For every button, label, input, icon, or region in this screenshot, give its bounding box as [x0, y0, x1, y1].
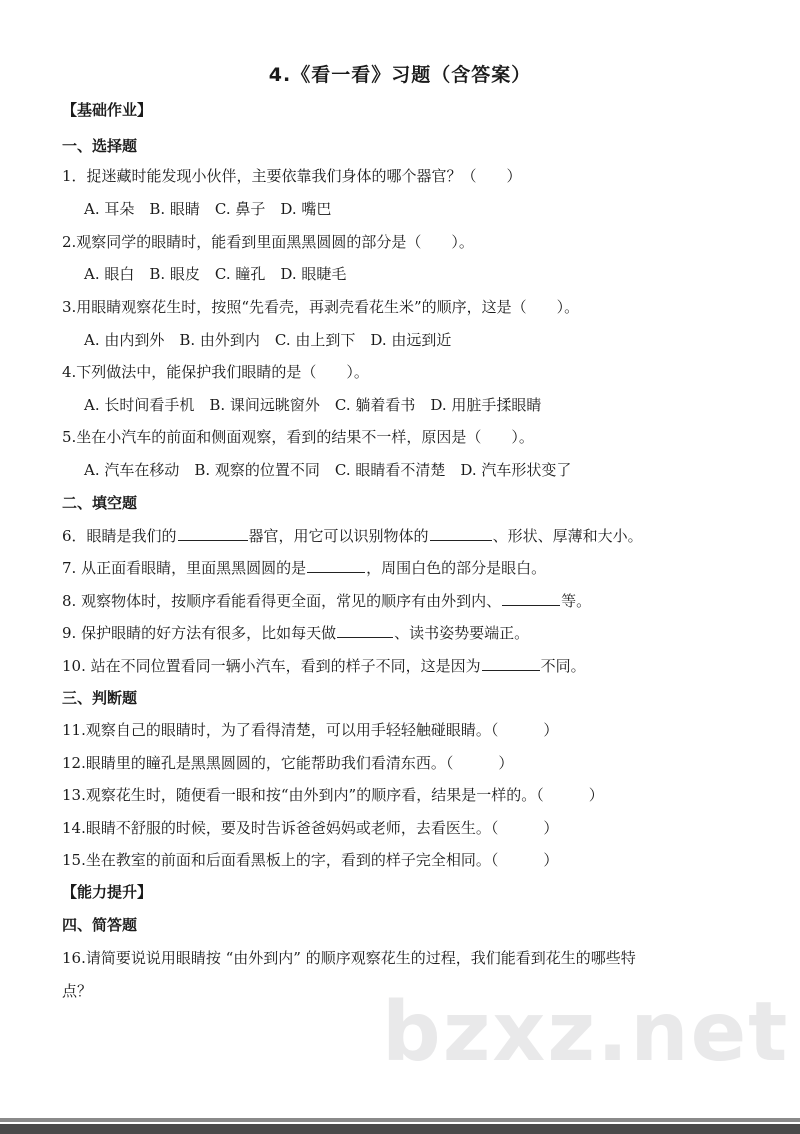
- question-15: 15.坐在教室的前面和后面看黑板上的字，看到的样子完全相同。（ ）: [62, 851, 559, 869]
- question-7-part-a: 7. 从正面看眼睛，里面黑黑圆圆的是: [62, 559, 307, 577]
- page-title: 4.《看一看》习题（含答案）: [268, 64, 532, 86]
- section-short: 四、简答题: [62, 916, 138, 934]
- question-8-part-a: 8. 观察物体时，按顺序看能看得更全面，常见的顺序有由外到内、: [62, 592, 502, 610]
- section-choice: 一、选择题: [62, 137, 138, 155]
- section-judge: 三、判断题: [62, 689, 138, 707]
- question-5-options: A. 汽车在移动 B. 观察的位置不同 C. 眼睛看不清楚 D. 汽车形状变了: [84, 461, 572, 479]
- section-advanced: 【能力提升】: [62, 883, 153, 901]
- question-13: 13.观察花生时，随便看一眼和按“由外到内”的顺序看，结果是一样的。（ ）: [62, 786, 604, 804]
- question-4-options: A. 长时间看手机 B. 课间远眺窗外 C. 躺着看书 D. 用脏手揉眼睛: [84, 396, 542, 414]
- question-6-part-b: 器官，用它可以识别物体的: [248, 527, 429, 545]
- question-7-part-b: ，周围白色的部分是眼白。: [366, 559, 547, 577]
- question-16-continued: 点？: [62, 982, 93, 1000]
- page-edge-divider: [0, 1118, 800, 1122]
- section-basic: 【基础作业】: [62, 101, 153, 119]
- answer-blank: [430, 525, 492, 541]
- question-4: 4.下列做法中，能保护我们眼睛的是（ ）。: [62, 363, 369, 381]
- answer-blank: [307, 557, 365, 573]
- question-10-part-a: 10. 站在不同位置看同一辆小汽车，看到的样子不同，这是因为: [62, 657, 481, 675]
- question-3: 3.用眼睛观察花生时，按照“先看壳，再剥壳看花生米”的顺序，这是（ ）。: [62, 298, 580, 316]
- question-10-part-b: 不同。: [540, 657, 586, 675]
- question-14: 14.眼睛不舒服的时候，要及时告诉爸爸妈妈或老师，去看医生。（ ）: [62, 819, 559, 837]
- question-7: [62, 557, 546, 578]
- section-fill: 二、填空题: [62, 494, 138, 512]
- answer-blank: [337, 622, 393, 638]
- question-2-options: A. 眼白 B. 眼皮 C. 瞳孔 D. 眼睫毛: [84, 265, 347, 283]
- question-9: [62, 622, 529, 643]
- question-6-part-c: 、形状、厚薄和大小。: [492, 527, 643, 545]
- question-6-part-a: 6．眼睛是我们的: [62, 527, 177, 545]
- question-6: [62, 525, 643, 546]
- question-8: [62, 590, 591, 611]
- question-11: 11.观察自己的眼睛时，为了看得清楚，可以用手轻轻触碰眼睛。（ ）: [62, 721, 559, 739]
- question-12: 12.眼睛里的瞳孔是黑黑圆圆的，它能帮助我们看清东西。（ ）: [62, 754, 514, 772]
- question-5: 5.坐在小汽车的前面和侧面观察，看到的结果不一样，原因是（ ）。: [62, 428, 534, 446]
- answer-blank: [502, 590, 560, 606]
- question-9-part-b: 、读书姿势要端正。: [394, 624, 530, 642]
- question-10: [62, 655, 586, 676]
- answer-blank: [482, 655, 540, 671]
- question-3-options: A. 由内到外 B. 由外到内 C. 由上到下 D. 由远到近: [84, 331, 452, 349]
- answer-blank: [178, 525, 248, 541]
- question-2: 2.观察同学的眼睛时，能看到里面黑黑圆圆的部分是（ ）。: [62, 233, 474, 251]
- watermark: bzxz.net: [382, 985, 790, 1080]
- page-bottom-bar: [0, 1124, 800, 1134]
- question-1: 1．捉迷藏时能发现小伙伴，主要依靠我们身体的哪个器官？（ ）: [62, 167, 522, 185]
- question-1-options: A. 耳朵 B. 眼睛 C. 鼻子 D. 嘴巴: [84, 200, 332, 218]
- question-8-part-b: 等。: [561, 592, 592, 610]
- question-16: 16.请简要说说用眼睛按 “由外到内” 的顺序观察花生的过程，我们能看到花生的哪些特: [62, 949, 636, 967]
- question-9-part-a: 9. 保护眼睛的好方法有很多，比如每天做: [62, 624, 337, 642]
